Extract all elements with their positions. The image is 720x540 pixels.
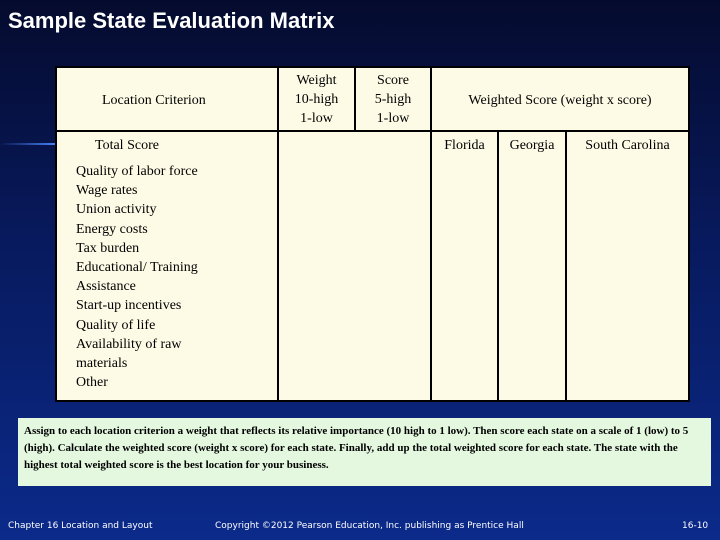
slide-title: Sample State Evaluation Matrix — [8, 8, 335, 33]
criterion-item: Energy costs — [76, 221, 148, 237]
weight-high: 10-high — [294, 92, 339, 107]
criterion-item: Other — [76, 375, 108, 391]
footer-chapter: Chapter 16 Location and Layout — [8, 521, 153, 531]
accent-line — [0, 143, 58, 145]
state-georgia: Georgia — [509, 138, 555, 153]
weighted-score-header: Weighted Score (weight x score) — [468, 93, 652, 108]
criterion-item: Start-up incentives — [76, 298, 182, 314]
header-divider — [57, 130, 688, 132]
weight-title: Weight — [296, 73, 337, 88]
criterion-item: Quality of life — [76, 317, 156, 333]
criterion-item: Assistance — [76, 279, 136, 295]
total-score-label: Total Score — [95, 138, 159, 153]
score-header — [356, 71, 430, 128]
score-column-right-border — [430, 68, 432, 400]
location-criterion-header: Location Criterion — [102, 93, 206, 108]
criterion-item: Quality of labor force — [76, 164, 198, 179]
weight-header — [279, 71, 354, 128]
instructions-note: Assign to each location criterion a weight that reflects its relative importance (10 high to 1 low). Then score each state on a scale of 1 (low) to 5 (high). Calculate the weighted score (weight x score) for each state. Finally, add up the total weighted score for each state. The state with the highest total weighted score is the best location for your business. — [18, 418, 711, 486]
score-low: 1-low — [376, 111, 410, 126]
criterion-item: Wage rates — [76, 183, 138, 199]
florida-georgia-divider — [497, 130, 499, 400]
criterion-item: Availability of raw — [76, 336, 182, 352]
state-florida: Florida — [444, 138, 485, 153]
footer-page-number: 16-10 — [682, 521, 709, 531]
georgia-sc-divider — [565, 130, 567, 400]
weight-low: 1-low — [300, 111, 333, 126]
footer-copyright: Copyright ©2012 Pearson Education, Inc. publishing as Prentice Hall — [215, 521, 524, 531]
state-south-carolina: South Carolina — [585, 138, 670, 153]
evaluation-matrix — [55, 66, 690, 402]
criterion-item: Tax burden — [76, 240, 140, 256]
criterion-item: materials — [76, 356, 128, 372]
criterion-item: Educational/ Training — [76, 260, 198, 276]
criteria-list — [76, 162, 198, 392]
score-title: Score — [377, 73, 409, 88]
score-high: 5-high — [374, 92, 412, 107]
criterion-item: Union activity — [76, 202, 157, 218]
